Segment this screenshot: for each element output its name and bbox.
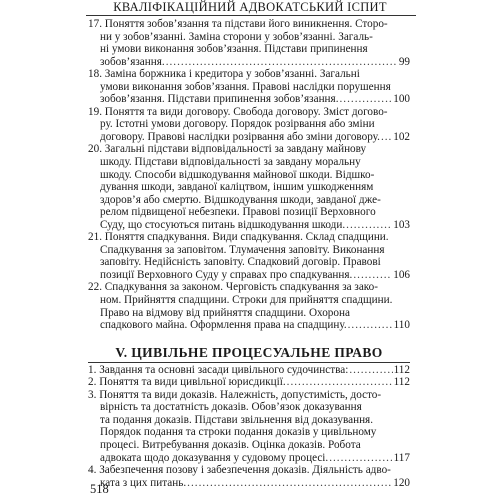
toc-entry-line: умови виконання зобов’язання. Правові наслідки порушення	[100, 80, 391, 93]
toc-page-number: 103	[393, 218, 410, 231]
dot-leader	[349, 364, 392, 377]
toc-entry-line: 3. Поняття та види доказів. Належність, допустимість, досто-	[88, 388, 382, 401]
toc-entry	[88, 143, 410, 231]
toc-entry-line: Право на відмову від прийняття спадщини. Охорона	[100, 306, 350, 319]
toc-entry-last-line	[88, 364, 410, 377]
toc-entry-last-line	[88, 452, 410, 465]
toc-entry-line: та подання доказів. Підстави звільнення від доказування.	[100, 413, 374, 426]
toc-entry-last-line	[88, 376, 410, 389]
dot-leader	[166, 56, 398, 69]
toc-entry-line: заповіту. Недійсність заповіту. Спадковий договір. Правові	[100, 256, 381, 269]
toc-page-number: 106	[393, 268, 410, 281]
dot-leader	[353, 269, 392, 282]
toc-entry	[88, 68, 410, 106]
toc-entry-text: 2. Поняття та види цивільної юрисдикції.	[88, 376, 286, 389]
toc-page-number: 120	[393, 476, 410, 489]
toc-entry-line: 22. Спадкування за законом. Черговість спадкування за зако-	[88, 281, 378, 294]
toc-entry-text: 1. Завдання та основні засади цивільного судочинства:	[88, 363, 349, 376]
toc-page-number: 102	[393, 130, 410, 143]
toc-entry-line: здоров’я або смертю. Відшкодування шкоди, завданої дже-	[100, 193, 381, 206]
table-of-contents	[88, 18, 410, 489]
dot-leader	[187, 477, 392, 490]
toc-entry	[88, 18, 410, 68]
toc-entry-line: ном. Прийняття спадщини. Строки для прийняття спадщини.	[100, 294, 393, 307]
toc-entry-line: ні умови виконання зобов’язання. Підстави припинення	[100, 43, 368, 56]
toc-entry-text: зобов’язання. Підстави припинення зобов’язання.	[100, 93, 339, 106]
toc-entry-last-line	[88, 477, 410, 490]
dot-leader	[348, 319, 393, 332]
toc-entry-line: 19. Поняття та види договору. Свобода договору. Зміст догово-	[88, 105, 388, 118]
toc-entry-last-line	[88, 93, 410, 106]
toc-entry	[88, 376, 410, 389]
toc-entry	[88, 464, 410, 489]
toc-entry-last-line	[88, 219, 410, 232]
toc-entry-line: Порядок подання та строки подання доказів у цивільному	[100, 426, 377, 439]
toc-entry-line: 17. Поняття зобов’язання та підстави його виникнення. Сторо-	[88, 18, 388, 30]
toc-entry	[88, 231, 410, 281]
section-title: V. ЦИВІЛЬНЕ ПРОЦЕСУАЛЬНЕ ПРАВО	[115, 344, 383, 360]
toc-entry-line: Спадкування за заповітом. Тлумачення заповіту. Виконання	[100, 243, 385, 256]
page-number: 518	[90, 482, 109, 496]
toc-entry	[88, 281, 410, 331]
toc-entry-line: вірність та достатність доказів. Обов’язок доказування	[100, 401, 362, 414]
toc-entry-last-line	[88, 131, 410, 144]
dot-leader	[329, 452, 392, 465]
toc-page-number: 112	[393, 363, 410, 376]
toc-entry-line: ру. Істотні умови договору. Порядок розірвання або зміни	[100, 118, 375, 131]
toc-entry-line: 20. Загальні підстави відповідальності за завдану майнову	[88, 143, 367, 156]
toc-entry-line: релом підвищеної небезпеки. Правові позиції Верховного	[100, 206, 376, 219]
toc-page-number: 100	[393, 93, 410, 106]
toc-entry-line: 18. Заміна боржника і кредитора у зобов’язанні. Загальні	[88, 68, 360, 81]
section-rule	[88, 362, 410, 363]
toc-entry-text: ката з цих питань.	[100, 476, 187, 489]
toc-entry-text: позиції Верховного Суду у справах про спадкування.	[100, 268, 353, 281]
toc-entry-line: ни у зобов’язанні. Заміна сторони у зобов’язанні. Загаль-	[100, 30, 373, 43]
toc-entry-text: зобов’язання.	[100, 55, 165, 68]
toc-page-number: 99	[398, 55, 410, 68]
dot-leader	[346, 219, 392, 232]
section-toc-entries	[88, 364, 410, 489]
dot-leader	[287, 376, 393, 389]
toc-entry-text: адвоката щодо доказування у судовому процесі.	[100, 451, 329, 464]
toc-page-number: 112	[393, 376, 410, 389]
dot-leader	[340, 93, 393, 106]
toc-entry-last-line	[88, 319, 410, 332]
toc-entry	[88, 364, 410, 377]
toc-entry-line: шкоду. Способи відшкодування майнової шкоди. Відшко-	[100, 168, 375, 181]
header-rule	[86, 15, 416, 16]
toc-entry-text: договору. Правові наслідки розірвання або зміни договору.	[100, 130, 380, 143]
toc-entry-line: дування шкоди, завданої каліцтвом, іншим ушкодженням	[100, 181, 374, 194]
toc-entry-line: шкоду. Підстави відповідальності за завдану моральну	[100, 156, 361, 169]
toc-entry-line: 21. Поняття спадкування. Види спадкування. Склад спадщини.	[88, 231, 389, 244]
toc-entry-last-line	[88, 56, 410, 69]
toc-page-number: 110	[393, 319, 410, 332]
toc-entries	[88, 18, 410, 332]
toc-entry-line: 4. Забезпечення позову і забезпечення доказів. Діяльність адво-	[88, 464, 391, 477]
toc-entry-line: процесі. Витребування доказів. Оцінка доказів. Робота	[100, 438, 361, 451]
running-header: КВАЛІФІКАЦІЙНИЙ АДВОКАТСЬКИЙ ІСПИТ	[113, 0, 387, 14]
toc-entry-text: спадкового майна. Оформлення права на спадщину.	[100, 319, 347, 332]
toc-entry	[88, 389, 410, 464]
toc-entry-last-line	[88, 269, 410, 282]
toc-entry-text: Суду, що стосуються питань відшкодування шкоди.	[100, 218, 346, 231]
toc-page-number: 117	[393, 451, 410, 464]
toc-entry	[88, 106, 410, 144]
dot-leader	[381, 131, 392, 144]
